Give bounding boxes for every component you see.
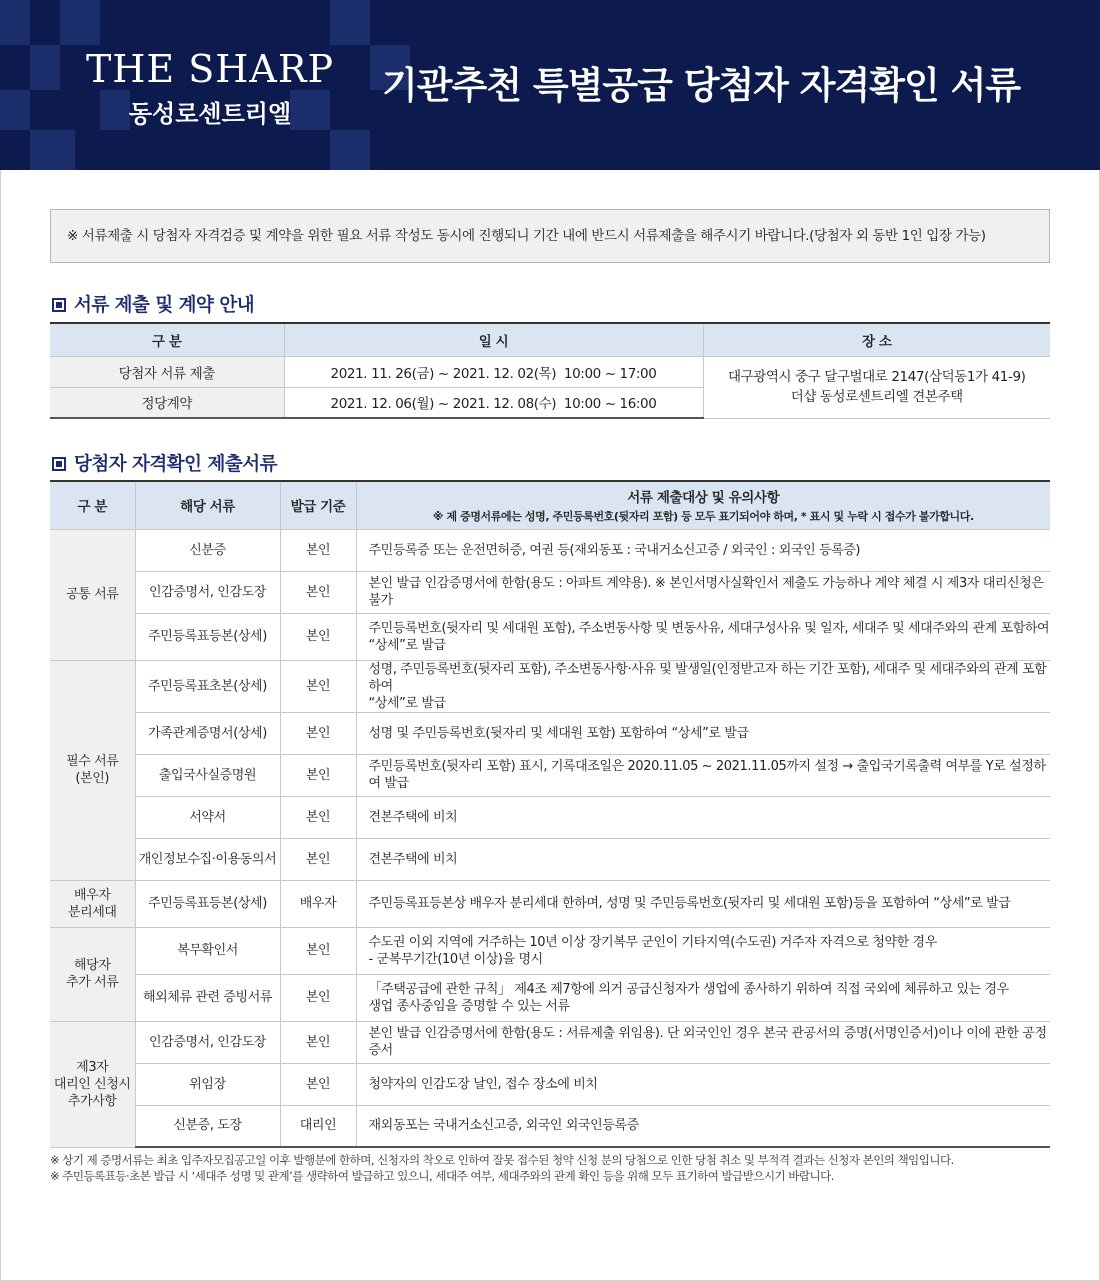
basis-cell: 본인 [280,927,356,974]
note-cell: 주민등록번호(뒷자리 포함) 표시, 기록대조일은 2020.11.05 ~ 2021.11.05까지 설정 → 출입국기록출력 여부를 Y로 설정하여 발급 [356,754,1050,796]
col-header-doc: 해당 서류 [135,481,280,529]
basis-cell: 본인 [280,529,356,571]
section-title-schedule [52,291,254,317]
table-row [50,529,1050,571]
note-cell: 수도권 이외 지역에 거주하는 10년 이상 장기복무 군인이 기타지역(수도권) 거주자 자격으로 청약한 경우 - 군복무기간(10년 이상)을 명시 [356,927,1050,974]
doc-cell: 가족관계증명서(상세) [135,712,280,754]
row-label: 당첨자 서류 제출 [50,356,284,387]
row-date: 2021. 12. 06(월) ~ 2021. 12. 08(수) 10:00 ~ 16:00 [284,387,703,418]
note-cell: 본인 발급 인감증명서에 한함(용도 : 서류제출 위임용). 단 외국인인 경우 본국 관공서의 증명(서명인증서)이나 이에 관한 공정증서 [356,1021,1050,1063]
note-cell: 주민등록표등본상 배우자 분리세대 한하며, 성명 및 주민등록번호(뒷자리 및 세대원 포함)등을 포함하여 “상세”로 발급 [356,880,1050,927]
place-name: 더샵 동성로센트리엘 견본주택 [790,389,963,405]
section-title-documents [52,450,277,476]
basis-cell: 본인 [280,838,356,880]
table-row [50,1021,1050,1063]
doc-cell: 해외체류 관련 증빙서류 [135,974,280,1021]
note-cell: 성명, 주민등록번호(뒷자리 포함), 주소변동사항·사유 및 발생일(인정받고자 하는 기간 포함), 세대주 및 세대주와의 관계 포함하여 “상세”로 발급 [356,660,1050,712]
category-spouse: 배우자 분리세대 [50,880,135,927]
note-cell: 재외동포는 국내거소신고증, 외국인 외국인등록증 [356,1105,1050,1147]
note-cell: 청약자의 인감도장 날인, 접수 장소에 비치 [356,1063,1050,1105]
doc-cell: 개인정보수집·이용동의서 [135,838,280,880]
note-cell: 본인 발급 인감증명서에 한함(용도 : 아파트 계약용). ※ 본인서명사실확인서 제출도 가능하나 계약 체결 시 제3자 대리신청은 불가 [356,571,1050,613]
col-header-place: 장 소 [703,323,1050,356]
table-row [50,712,1050,754]
square-bullet-icon [52,298,66,312]
note-cell: 견본주택에 비치 [356,796,1050,838]
footnote-2: ※ 주민등록표등·초본 발급 시 ‘세대주 성명 및 관계’를 생략하여 발급하고 있으니, 세대주 여부, 세대주와의 관계 확인 등을 위해 모두 표기하여 발급받으시기 바랍니다. [50,1169,834,1183]
note-cell: 주민등록증 또는 운전면허증, 여권 등(재외동포 : 국내거소신고증 / 외국인 : 외국인 등록증) [356,529,1050,571]
table-row [50,880,1050,927]
doc-cell: 주민등록표초본(상세) [135,660,280,712]
table-row [50,660,1050,712]
doc-cell: 복무확인서 [135,927,280,974]
brand-name: THE SHARP [85,47,335,91]
category-extra: 해당자 추가 서류 [50,927,135,1021]
table-row [50,1105,1050,1147]
section-title-text: 서류 제출 및 계약 안내 [74,295,255,316]
doc-cell: 위임장 [135,1063,280,1105]
note-header-sub: ※ 제 증명서류에는 성명, 주민등록번호(뒷자리 포함) 등 모두 표기되어야 하며, * 표시 및 누락 시 접수가 불가합니다. [432,510,974,524]
table-row [50,754,1050,796]
table-row [50,974,1050,1021]
category-required: 필수 서류 (본인) [50,660,135,880]
note-cell: 견본주택에 비치 [356,838,1050,880]
footnote-1: ※ 상기 제 증명서류는 최초 입주자모집공고일 이후 발행분에 한하며, 신청자의 착오로 인하여 잘못 접수된 청약 신청 분의 당첨으로 인한 당첨 취소 및 부적격 결과는 신청자 본인의 책임입니다. [50,1153,954,1167]
header-banner [0,0,1100,170]
basis-cell: 본인 [280,754,356,796]
row-label: 정당계약 [50,387,284,418]
basis-cell: 본인 [280,796,356,838]
place-address: 대구광역시 중구 달구벌대로 2147(삼덕동1가 41-9) [727,369,1026,385]
table-row [50,613,1050,660]
doc-cell: 주민등록표등본(상세) [135,613,280,660]
col-header-basis: 발급 기준 [280,481,356,529]
doc-cell: 인감증명서, 인감도장 [135,1021,280,1063]
basis-cell: 대리인 [280,1105,356,1147]
table-row [50,838,1050,880]
basis-cell: 본인 [280,613,356,660]
note-cell: 「주택공급에 관한 규칙」 제4조 제7항에 의거 공급신청자가 생업에 종사하기 위하여 직접 국외에 체류하고 있는 경우 생업 종사중임을 증명할 수 있는 서류 [356,974,1050,1021]
col-header-date: 일 시 [284,323,703,356]
table-row [50,796,1050,838]
place-cell [703,356,1050,418]
table-row [50,356,1050,387]
row-date: 2021. 11. 26(금) ~ 2021. 12. 02(목) 10:00 ~ 17:00 [284,356,703,387]
footnotes [50,1152,1050,1184]
basis-cell: 본인 [280,1063,356,1105]
brand-logo [60,48,360,128]
square-bullet-icon [52,457,66,471]
section-title-text: 당첨자 자격확인 제출서류 [74,454,277,475]
page-title: 기관추천 특별공급 당첨자 자격확인 서류 [382,64,1021,107]
basis-cell: 본인 [280,660,356,712]
doc-cell: 신분증, 도장 [135,1105,280,1147]
category-proxy: 제3자 대리인 신청시 추가사항 [50,1021,135,1147]
documents-table [50,480,1050,1148]
col-header-note [356,481,1050,529]
category-common: 공통 서류 [50,529,135,660]
basis-cell: 본인 [280,571,356,613]
doc-cell: 주민등록표등본(상세) [135,880,280,927]
col-header-category: 구 분 [50,481,135,529]
note-cell: 주민등록번호(뒷자리 및 세대원 포함), 주소변동사항 및 변동사유, 세대구성사유 및 일자, 세대주 및 세대주와의 관계 포함하여 “상세”로 발급 [356,613,1050,660]
schedule-table [50,322,1050,419]
brand-subname: 동성로센트리엘 [128,100,292,128]
col-header-category: 구 분 [50,323,284,356]
doc-cell: 인감증명서, 인감도장 [135,571,280,613]
doc-cell: 신분증 [135,529,280,571]
table-row [50,1063,1050,1105]
doc-cell: 서약서 [135,796,280,838]
basis-cell: 배우자 [280,880,356,927]
basis-cell: 본인 [280,1021,356,1063]
basis-cell: 본인 [280,974,356,1021]
note-cell: 성명 및 주민등록번호(뒷자리 및 세대원 포함) 포함하여 “상세”로 발급 [356,712,1050,754]
note-header-text: 서류 제출대상 및 유의사항 [627,490,780,507]
table-row [50,571,1050,613]
doc-cell: 출입국사실증명원 [135,754,280,796]
basis-cell: 본인 [280,712,356,754]
table-row [50,927,1050,974]
notice-box: ※ 서류제출 시 당첨자 자격검증 및 계약을 위한 필요 서류 작성도 동시에 진행되니 기간 내에 반드시 서류제출을 해주시기 바랍니다.(당첨자 외 동반 1인 입장 가능) [50,209,1050,263]
